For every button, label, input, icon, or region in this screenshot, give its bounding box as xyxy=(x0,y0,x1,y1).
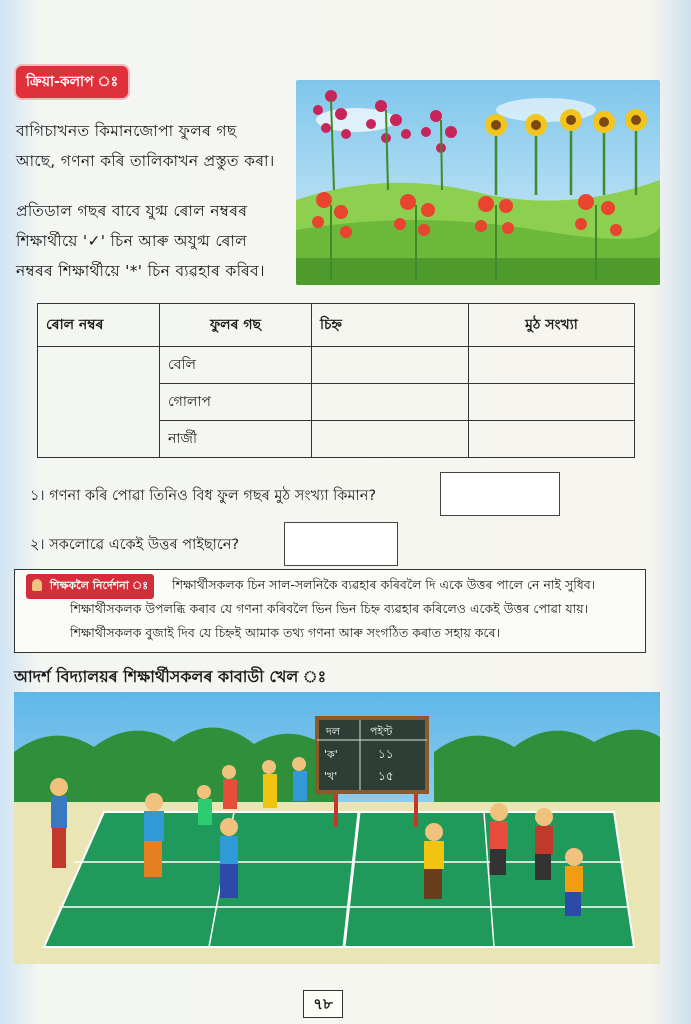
teacher-badge xyxy=(26,574,154,599)
teacher-note-2: শিক্ষাৰ্থীসকলক উপলব্ধি কৰাব যে গণনা কৰিবলৈ ভিন ভিন চিহ্ন ব্যৱহাৰ কৰিলেও একেই উত্তৰ পোৱা যায়। xyxy=(70,601,589,616)
header-roll-number: ৰোল নম্বৰ xyxy=(38,304,160,347)
page-number: ৭৮ xyxy=(303,990,343,1018)
instr-line-3: নম্বৰৰ শিক্ষাৰ্থীয়ে '*' চিন ব্যৱহাৰ কৰিব। xyxy=(16,262,265,280)
total-cell[interactable] xyxy=(469,347,635,384)
section-title: আদৰ্শ বিদ্যালয়ৰ শিক্ষাৰ্থীসকলৰ কাবাডী খেল ঃ xyxy=(14,667,327,686)
answer-box-2[interactable] xyxy=(284,522,398,566)
total-cell[interactable] xyxy=(469,421,635,458)
scoreboard-points-header: পইণ্ট xyxy=(370,725,393,738)
scoreboard-points-1: ১১ xyxy=(378,747,394,761)
teacher-badge-label: শিক্ষকলৈ নিৰ্দেশনা ঃ xyxy=(49,579,149,592)
question-1: ১। গণনা কৰি পোৱা তিনিও বিধ ফুল গছৰ মুঠ সংখ্যা কিমান? xyxy=(30,488,377,504)
roll-number-cell[interactable] xyxy=(38,347,160,458)
flower-name-cell: গোলাপ xyxy=(160,384,312,421)
header-total: মুঠ সংখ্যা xyxy=(469,304,635,347)
kabaddi-illustration xyxy=(14,692,660,964)
symbol-cell[interactable] xyxy=(312,347,469,384)
scoreboard-team-1: 'ক' xyxy=(324,748,338,761)
answer-box-1[interactable] xyxy=(440,472,560,516)
instr-line-2: শিক্ষাৰ্থীয়ে '✓' চিন আৰু অযুগ্ম ৰোল xyxy=(16,232,248,250)
symbol-cell[interactable] xyxy=(312,384,469,421)
intro-paragraph xyxy=(16,116,296,176)
scoreboard-points-2: ১৫ xyxy=(378,769,394,783)
instr-line-1: প্ৰতিডাল গছৰ বাবে যুগ্ম ৰোল নম্বৰৰ xyxy=(16,202,248,220)
table-row xyxy=(38,347,635,384)
teacher-note-3: শিক্ষাৰ্থীসকলক বুজাই দিব যে চিহ্নই আমাক তথ্য গণনা আৰু সংগঠিত কৰাত সহায় কৰে। xyxy=(70,625,501,640)
scoreboard-team-header: দল xyxy=(326,725,340,738)
teacher-icon xyxy=(32,579,42,591)
scoreboard-team-2: 'খ' xyxy=(324,770,338,783)
activity-label: ক্ৰিয়া-কলাপ ঃ xyxy=(14,64,130,100)
table-header-row xyxy=(38,304,635,347)
flower-name-cell: বেলি xyxy=(160,347,312,384)
intro-line-2: আছে, গণনা কৰি তালিকাখন প্ৰস্তুত কৰা। xyxy=(16,152,275,170)
counting-table xyxy=(37,303,635,458)
header-symbol: চিহ্ন xyxy=(312,304,469,347)
teacher-note-1: শিক্ষাৰ্থীসকলক চিন সাল-সলনিকৈ ব্যৱহাৰ কৰিবলৈ দি একে উত্তৰ পালে নে নাই সুধিব। xyxy=(172,577,596,592)
total-cell[interactable] xyxy=(469,384,635,421)
header-flower-plant: ফুলৰ গছ xyxy=(160,304,312,347)
flower-garden-illustration xyxy=(296,80,660,285)
intro-line-1: বাগিচাখনত কিমানজোপা ফুলৰ গছ xyxy=(16,122,237,140)
symbol-cell[interactable] xyxy=(312,421,469,458)
flower-name-cell: নাৰ্জী xyxy=(160,421,312,458)
instructions-paragraph xyxy=(16,196,296,286)
question-2: ২। সকলোৱে একেই উত্তৰ পাইছানে? xyxy=(30,537,240,553)
